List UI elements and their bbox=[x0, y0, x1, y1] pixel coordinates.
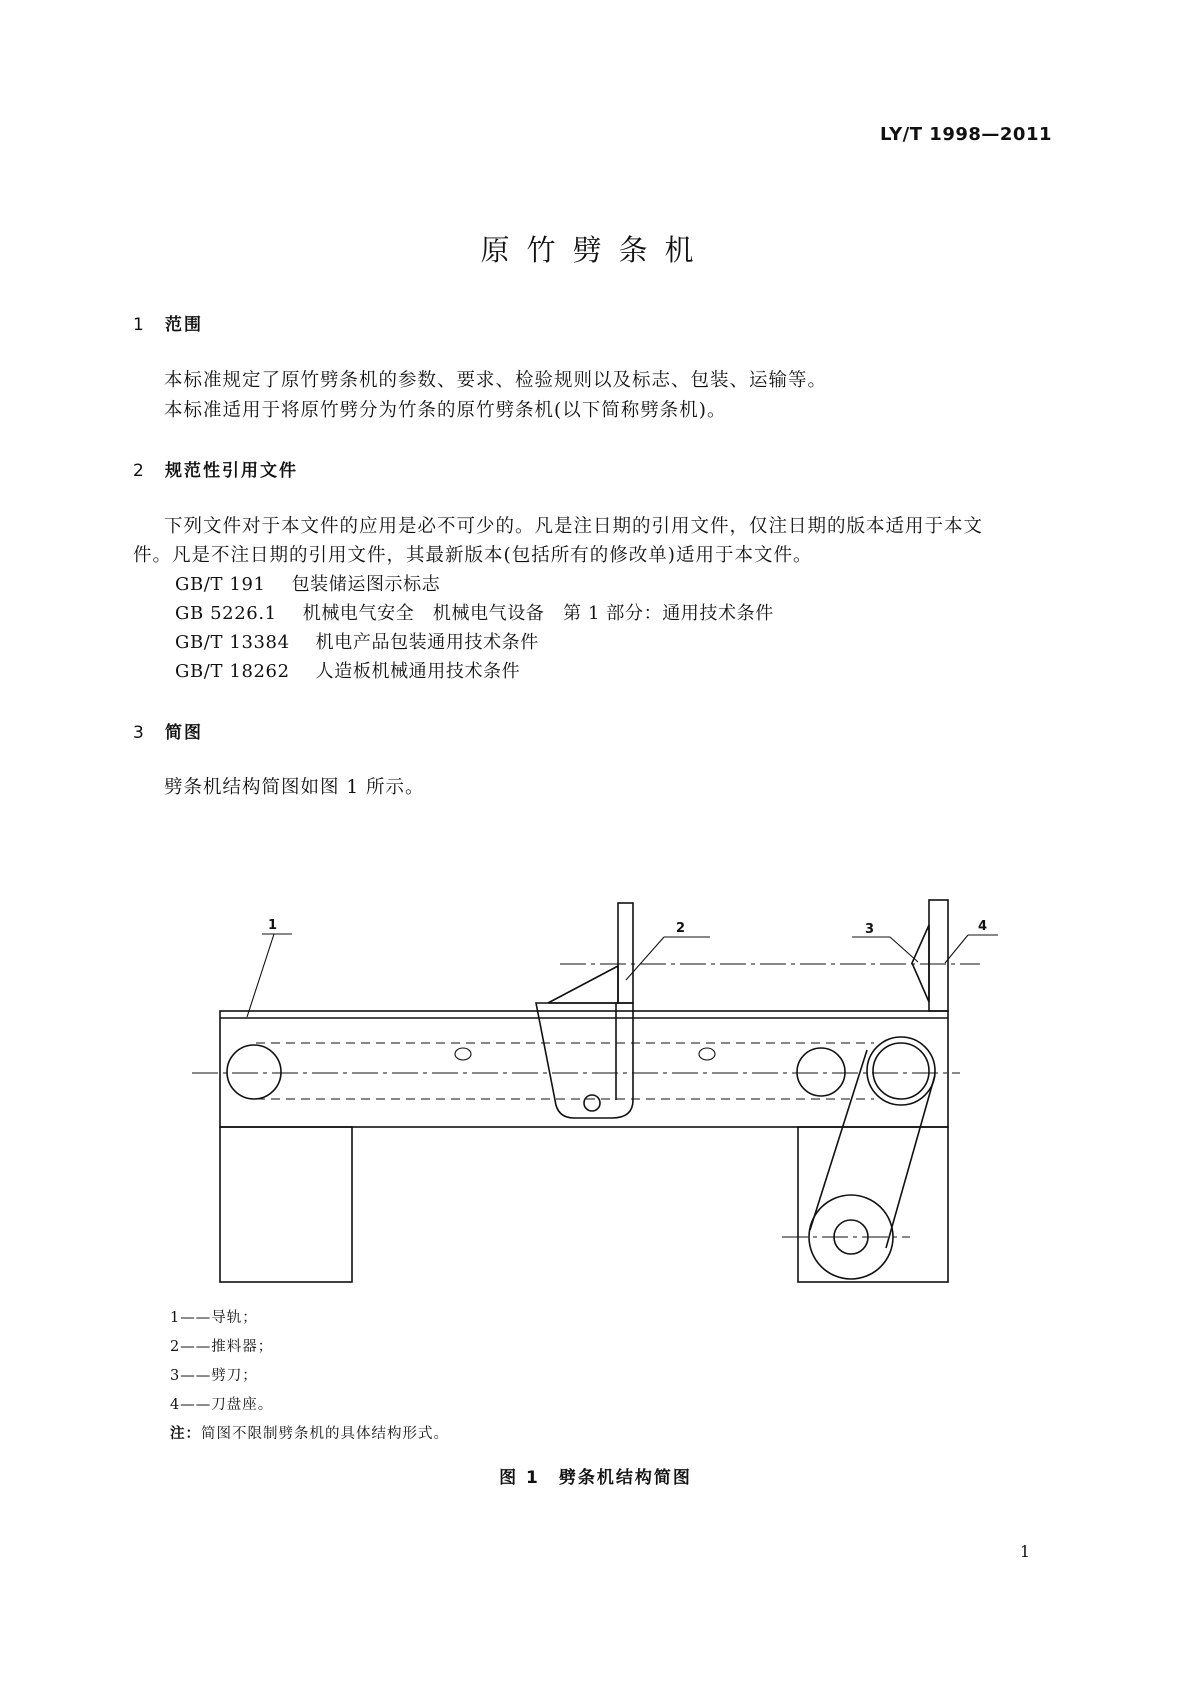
callout-4: 4 bbox=[978, 919, 988, 934]
reference-item bbox=[175, 628, 539, 654]
callout-leader-1 bbox=[247, 934, 274, 1017]
reference-code: GB 5226.1 bbox=[175, 603, 277, 624]
drive-pulley-inner bbox=[873, 1043, 929, 1099]
callout-leader-3 bbox=[890, 937, 918, 962]
knife-disc-seat bbox=[929, 900, 948, 1011]
reference-title: 包装储运图示标志 bbox=[291, 574, 441, 595]
pusher-upright bbox=[618, 903, 633, 1003]
figure-note bbox=[170, 1422, 449, 1443]
note-label: 注： bbox=[170, 1426, 201, 1442]
section-name: 范围 bbox=[165, 315, 203, 335]
figure-caption: 图 1 劈条机结构简图 bbox=[499, 1468, 692, 1488]
scope-paragraph-2: 本标准适用于将原竹劈分为竹条的原竹劈条机(以下简称劈条机)。 bbox=[164, 400, 727, 421]
reference-title: 人造板机械通用技术条件 bbox=[315, 661, 521, 682]
belt-right bbox=[886, 1075, 935, 1248]
callout-2: 2 bbox=[676, 921, 686, 936]
reference-title: 机械电气安全 机械电气设备 第 1 部分：通用技术条件 bbox=[302, 603, 774, 624]
section-3-heading bbox=[133, 718, 203, 743]
callout-leader-4 bbox=[945, 935, 968, 963]
callout-1: 1 bbox=[268, 918, 278, 933]
section-number: 2 bbox=[133, 461, 144, 481]
normative-intro-line-2: 件。凡是不注日期的引用文件，其最新版本(包括所有的修改单)适用于本文件。 bbox=[133, 545, 813, 566]
belt-left bbox=[810, 1050, 867, 1230]
legend-item-4: 4——刀盘座。 bbox=[170, 1397, 274, 1413]
guide-rail-frame bbox=[220, 1011, 948, 1127]
reference-code: GB/T 18262 bbox=[175, 661, 290, 682]
document-title: 原竹劈条机 bbox=[480, 233, 711, 267]
note-text: 简图不限制劈条机的具体结构形式。 bbox=[201, 1426, 449, 1442]
splitting-knife bbox=[912, 925, 929, 1002]
scope-paragraph-1: 本标准规定了原竹劈条机的参数、要求、检验规则以及标志、包装、运输等。 bbox=[164, 370, 828, 391]
pusher-brace bbox=[548, 966, 618, 1003]
pusher-pin bbox=[584, 1095, 600, 1111]
callout-leader-2 bbox=[626, 937, 664, 980]
section-number: 1 bbox=[133, 315, 144, 335]
right-leg bbox=[798, 1127, 948, 1282]
rail-hole-left bbox=[455, 1048, 471, 1060]
reference-item bbox=[175, 599, 774, 625]
section-1-heading bbox=[133, 310, 203, 335]
left-leg bbox=[220, 1127, 352, 1282]
reference-code: GB/T 191 bbox=[175, 574, 266, 595]
right-idler-roller bbox=[797, 1048, 845, 1096]
section-name: 简图 bbox=[165, 723, 203, 743]
motor-pulley-outer bbox=[809, 1195, 893, 1279]
reference-item bbox=[175, 657, 520, 683]
reference-title: 机电产品包装通用技术条件 bbox=[315, 632, 539, 653]
sketch-intro: 劈条机结构简图如图 1 所示。 bbox=[164, 777, 425, 798]
normative-intro-line-1: 下列文件对于本文件的应用是必不可少的。凡是注日期的引用文件，仅注日期的版本适用于本文 bbox=[164, 516, 984, 537]
drive-pulley-outer bbox=[867, 1037, 935, 1105]
left-roller bbox=[227, 1045, 281, 1099]
callout-3: 3 bbox=[865, 922, 875, 937]
reference-code: GB/T 13384 bbox=[175, 632, 290, 653]
legend-item-2: 2——推料器； bbox=[170, 1339, 274, 1355]
standard-number: LY/T 1998—2011 bbox=[879, 124, 1052, 145]
section-2-heading bbox=[133, 456, 298, 481]
rail-hole-right bbox=[699, 1048, 715, 1060]
pusher-body bbox=[536, 1003, 633, 1118]
section-number: 3 bbox=[133, 723, 144, 743]
legend-item-3: 3——劈刀； bbox=[170, 1368, 258, 1384]
reference-item bbox=[175, 570, 440, 596]
legend-item-1: 1——导轨； bbox=[170, 1310, 258, 1326]
motor-pulley-inner bbox=[834, 1220, 868, 1254]
section-name: 规范性引用文件 bbox=[165, 461, 298, 481]
page-number: 1 bbox=[1019, 1542, 1030, 1561]
